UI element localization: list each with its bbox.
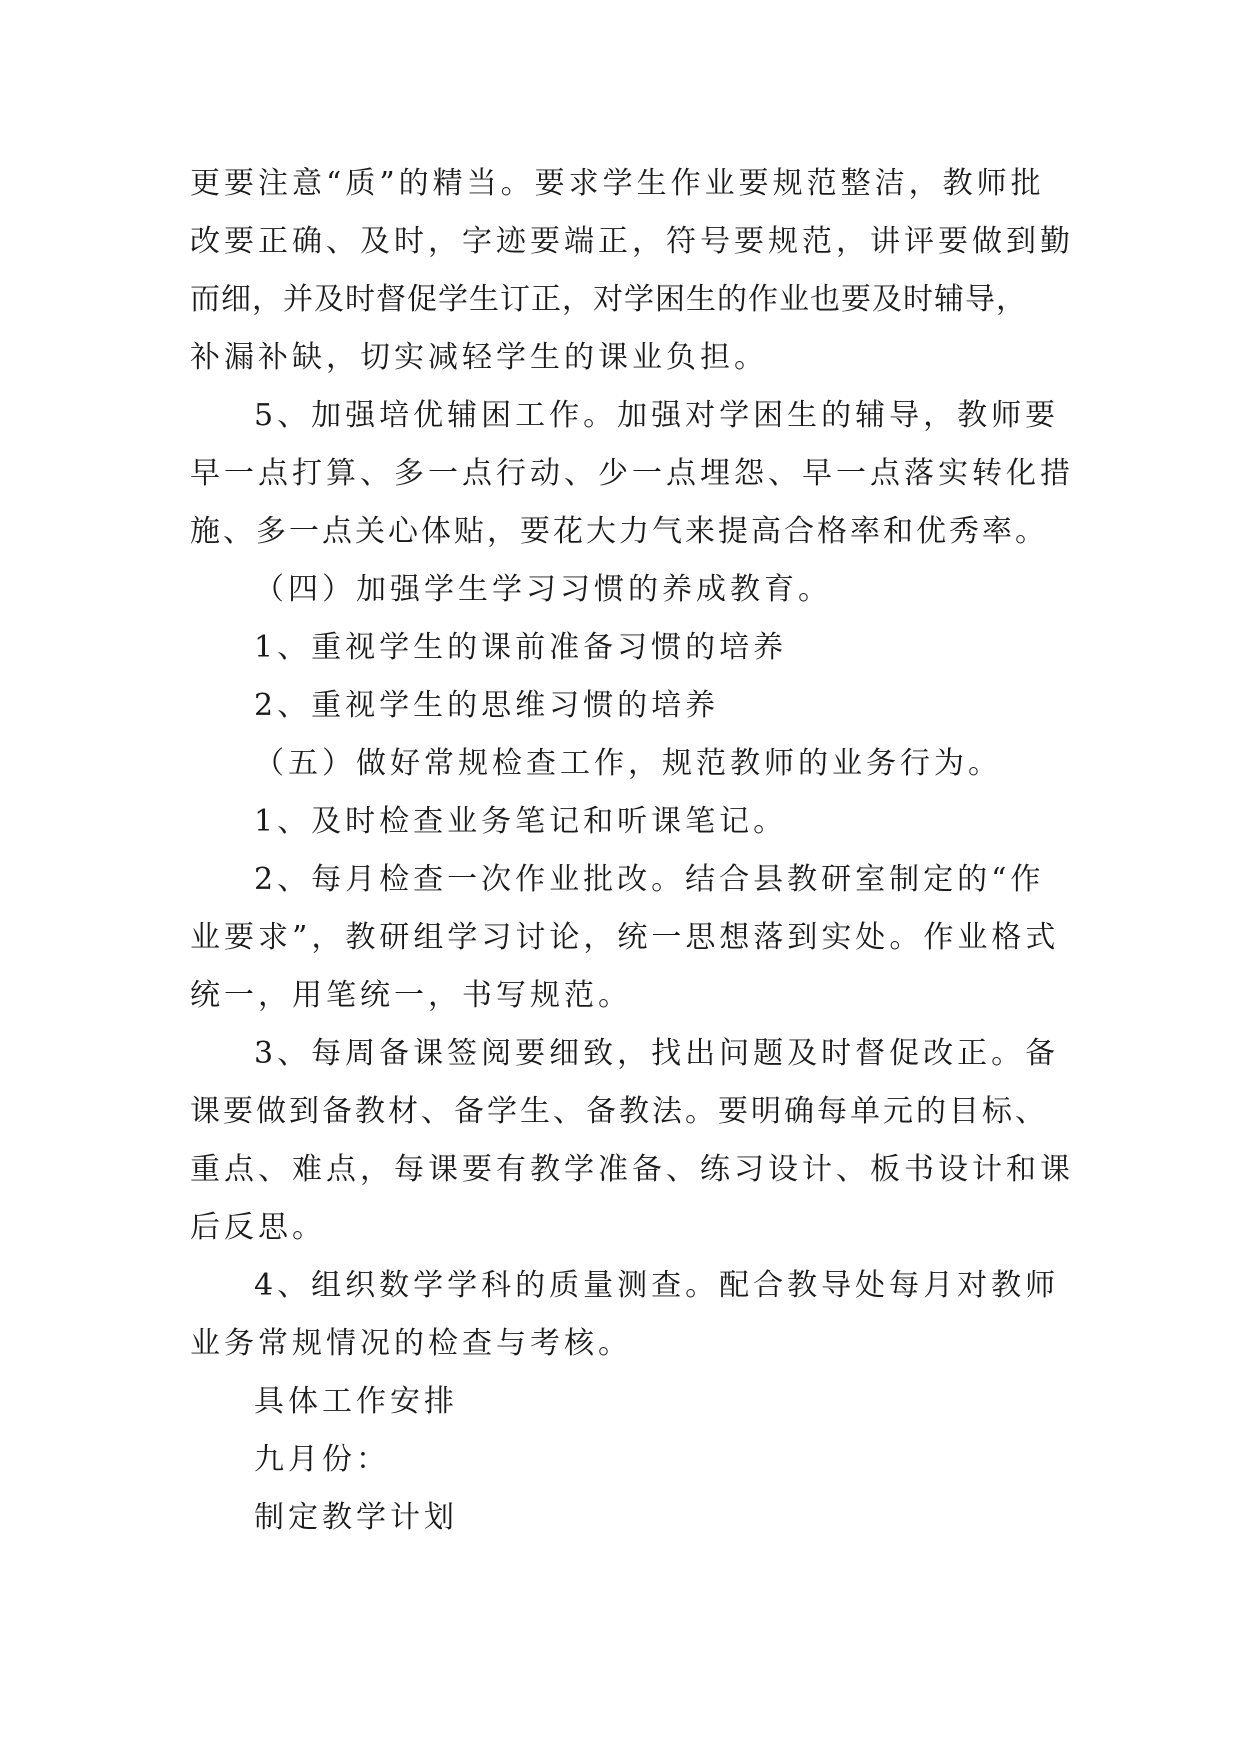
list-item: 1、及时检查业务笔记和听课笔记。: [254, 804, 788, 839]
paragraph-line: 早一点打算、多一点行动、少一点埋怨、早一点落实转化措: [190, 456, 1074, 491]
list-item: 2、每月检查一次作业批改。结合县教研室制定的“作: [254, 862, 1045, 897]
month-label: 九月份：: [254, 1442, 390, 1477]
list-item: 3、每周备课签阅要细致，找出问题及时督促改正。备: [254, 1036, 1060, 1071]
section-heading: （五）做好常规检查工作，规范教师的业务行为。: [254, 746, 1002, 781]
list-item: 4、组织数学学科的质量测查。配合教导处每月对教师: [254, 1268, 1060, 1303]
paragraph-line: 更要注意“质”的精当。要求学生作业要规范整洁，教师批: [190, 166, 1045, 201]
paragraph-line: 业务常规情况的检查与考核。: [190, 1326, 632, 1361]
paragraph-line: 而细，并及时督促学生订正，对学困生的作业也要及时辅导，: [190, 282, 1027, 317]
paragraph-line: 后反思。: [190, 1210, 326, 1245]
section-heading: （四）加强学生学习习惯的养成教育。: [254, 572, 832, 607]
paragraph-line: 业要求”，教研组学习讨论，统一思想落到实处。作业格式: [190, 920, 1060, 955]
paragraph-line: 重点、难点，每课要有教学准备、练习设计、板书设计和课: [190, 1152, 1074, 1187]
paragraph-line: 5、加强培优辅困工作。加强对学困生的辅导，教师要: [254, 398, 1060, 433]
paragraph-line: 课要做到备教材、备学生、备教法。要明确每单元的目标、: [190, 1094, 1048, 1129]
task-item: 制定教学计划: [254, 1500, 458, 1535]
list-item: 1、重视学生的课前准备习惯的培养: [254, 630, 788, 665]
paragraph-line: 统一，用笔统一，书写规范。: [190, 978, 632, 1013]
paragraph-line: 补漏补缺，切实减轻学生的课业负担。: [190, 340, 768, 375]
paragraph-line: 改要正确、及时，字迹要端正，符号要规范，讲评要做到勤: [190, 224, 1074, 259]
list-item: 2、重视学生的思维习惯的培养: [254, 688, 720, 723]
section-heading: 具体工作安排: [254, 1384, 458, 1419]
paragraph-line: 施、多一点关心体贴，要花大力气来提高合格率和优秀率。: [190, 514, 1048, 549]
document-body: [190, 155, 1074, 1547]
